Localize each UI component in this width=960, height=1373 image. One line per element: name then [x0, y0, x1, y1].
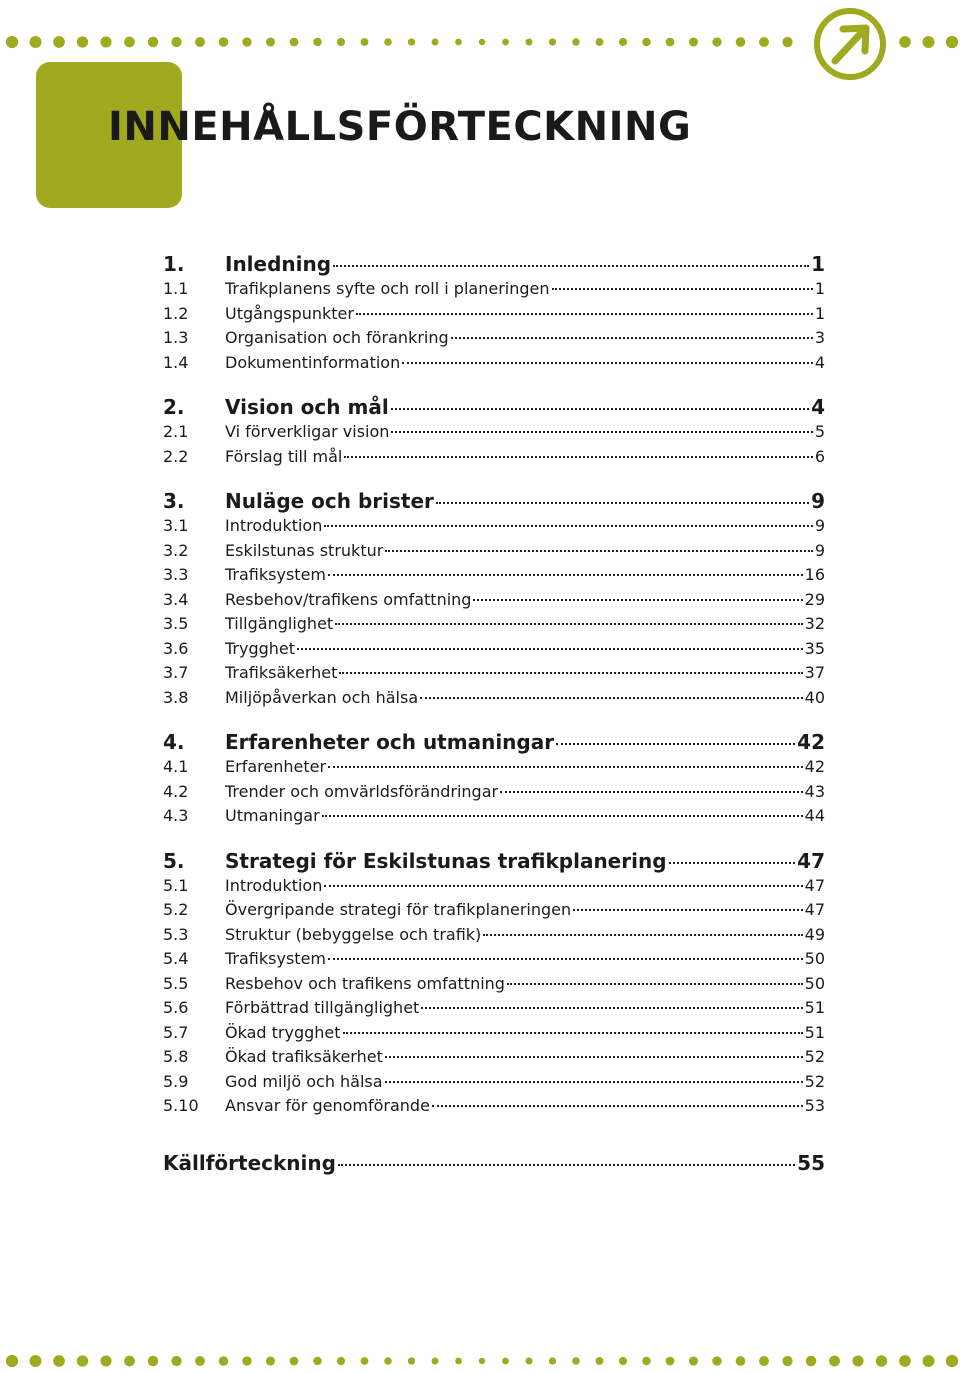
toc-entry-page: 3	[814, 328, 825, 347]
dot-leader	[328, 574, 803, 576]
toc-entry-number: 1.4	[163, 352, 189, 372]
border-dot	[572, 38, 580, 46]
toc-section-heading[interactable]	[163, 730, 825, 757]
toc-section	[163, 730, 825, 831]
toc-subsection-entry[interactable]	[163, 639, 825, 664]
border-dot	[899, 36, 911, 48]
border-dot	[689, 1356, 698, 1365]
border-dot	[408, 38, 415, 45]
toc-entry-number: 3.2	[163, 540, 189, 560]
toc-entry-page: 52	[804, 1071, 825, 1091]
toc-entry-number: 5.3	[163, 924, 189, 944]
toc-subsection-entry[interactable]	[163, 541, 825, 566]
toc-entry-page: 35	[804, 638, 825, 658]
toc-entry-page: 42	[797, 730, 825, 754]
toc-entry-number: 5.4	[163, 949, 189, 968]
border-dot	[77, 36, 88, 47]
toc-entry-page: 51	[804, 998, 825, 1017]
toc-subsection-entry[interactable]	[163, 447, 825, 472]
toc-subsection-entry[interactable]	[163, 1072, 825, 1097]
border-dot	[242, 37, 251, 46]
toc-entry-label: Introduktion	[225, 516, 323, 535]
border-dot	[171, 1356, 181, 1366]
toc-subsection-entry[interactable]	[163, 688, 825, 713]
dot-leader	[335, 623, 802, 625]
border-dot	[361, 38, 369, 46]
toc-entry-number: 5.10	[163, 1096, 199, 1115]
toc-entry-page: 16	[804, 565, 825, 584]
arrow-up-right-circle-icon	[812, 6, 888, 82]
toc-entry-number: 1.	[163, 252, 185, 276]
toc-section-heading[interactable]	[163, 489, 825, 516]
dot-leader	[328, 958, 803, 960]
border-dot	[736, 1356, 746, 1366]
toc-entry-page: 6	[814, 446, 825, 466]
border-dot	[782, 37, 792, 47]
toc-subsection-entry[interactable]	[163, 516, 825, 541]
dot-leader	[338, 1164, 795, 1166]
border-dot	[266, 37, 275, 46]
toc-section	[163, 395, 825, 471]
border-dot	[195, 1356, 205, 1366]
toc-section-heading[interactable]	[163, 395, 825, 422]
toc-entry-number: 5.8	[163, 1047, 189, 1066]
border-dot	[619, 1357, 627, 1365]
toc-subsection-entry[interactable]	[163, 1023, 825, 1048]
border-dot	[408, 1357, 415, 1364]
border-dot	[759, 37, 769, 47]
toc-entry-number: 2.1	[163, 422, 189, 441]
toc-entry-page: 9	[814, 516, 825, 535]
border-dot	[53, 36, 65, 48]
toc-subsection-entry[interactable]	[163, 806, 825, 831]
toc-entry-number: 5.	[163, 848, 185, 873]
border-dot	[689, 37, 698, 46]
toc-entry-label: Eskilstunas struktur	[225, 540, 384, 560]
toc-subsection-entry[interactable]	[163, 782, 825, 807]
border-dot	[77, 1355, 88, 1366]
toc-subsection-entry[interactable]	[163, 757, 825, 782]
toc-entry-label: Introduktion	[225, 875, 323, 895]
toc-entry-number: 3.1	[163, 516, 189, 535]
dot-leader	[322, 815, 803, 817]
toc-entry-number: 2.	[163, 395, 185, 419]
dot-leader	[451, 337, 813, 339]
toc-subsection-entry[interactable]	[163, 876, 825, 901]
toc-entry-label: Ökad trafiksäkerhet	[225, 1047, 383, 1066]
toc-subsection-entry[interactable]	[163, 590, 825, 615]
dot-leader	[328, 766, 803, 768]
toc-subsection-entry[interactable]	[163, 663, 825, 688]
toc-subsection-entry[interactable]	[163, 974, 825, 999]
toc-entry-page: 44	[804, 806, 825, 825]
border-dot	[432, 39, 439, 46]
dot-leader	[402, 362, 813, 364]
toc-entry-page: 55	[797, 1150, 825, 1175]
border-dot	[148, 37, 158, 47]
toc-subsection-entry[interactable]	[163, 328, 825, 353]
dot-leader	[324, 525, 812, 527]
toc-entry-number: 1.2	[163, 303, 189, 323]
border-dot	[53, 1355, 65, 1367]
dot-leader	[385, 1056, 803, 1058]
toc-entry-page: 1	[814, 303, 825, 323]
toc-subsection-entry[interactable]	[163, 1096, 825, 1121]
toc-entry-page: 43	[804, 781, 825, 801]
toc-entry-number: 3.5	[163, 614, 189, 633]
toc-entry-label: Miljöpåverkan och hälsa	[225, 687, 419, 707]
dot-leader	[473, 599, 802, 601]
toc-section-heading[interactable]	[163, 252, 825, 279]
border-dot	[361, 1357, 369, 1365]
border-dot	[852, 1355, 863, 1366]
toc-entry-page: 52	[804, 1047, 825, 1066]
toc-entry-number: 3.6	[163, 638, 189, 658]
toc-entry-label: Tillgänglighet	[225, 614, 334, 633]
border-dot	[195, 37, 205, 47]
toc-entry-label: Övergripande strategi för trafikplaneringen	[225, 900, 572, 919]
border-dot	[337, 1357, 345, 1365]
border-dot	[100, 1355, 111, 1366]
toc-entry-label: Dokumentinformation	[225, 352, 401, 372]
toc-entry-page: 51	[804, 1022, 825, 1042]
toc-entry-page: 4	[811, 395, 825, 419]
toc-section	[163, 489, 825, 712]
border-dot	[923, 1355, 935, 1367]
border-dot	[124, 37, 135, 48]
border-dot	[876, 1355, 887, 1366]
toc-final-section	[163, 1151, 825, 1179]
border-dot	[549, 38, 556, 45]
dot-leader	[573, 909, 802, 911]
toc-entry-label: Strategi för Eskilstunas trafikplanering	[225, 848, 667, 873]
toc-entry-number: 3.	[163, 489, 185, 513]
border-dot	[642, 38, 650, 46]
dot-leader	[343, 1032, 803, 1034]
dot-leader	[432, 1105, 803, 1107]
dot-leader	[421, 1007, 802, 1009]
toc-section	[163, 849, 825, 1121]
toc-entry-number: 3.8	[163, 687, 189, 707]
dot-leader	[483, 934, 802, 936]
border-dot	[171, 37, 181, 47]
border-dot	[923, 36, 935, 48]
toc-entry-label: Källförteckning	[163, 1150, 336, 1175]
toc-entry-number: 2.2	[163, 446, 189, 466]
toc-entry-label: Trafiksystem	[225, 565, 326, 584]
toc-subsection-entry[interactable]	[163, 925, 825, 950]
toc-entry-number: 3.7	[163, 663, 189, 682]
border-dot	[736, 37, 746, 47]
border-dot	[899, 1355, 911, 1367]
toc-entry-page: 1	[814, 279, 825, 298]
dot-leader	[391, 431, 812, 433]
toc-entry-label: Erfarenheter	[225, 757, 327, 776]
toc-entry-label: Resbehov och trafikens omfattning	[225, 973, 505, 993]
border-dot	[384, 38, 392, 46]
toc-entry-label: Struktur (bebyggelse och trafik)	[225, 924, 482, 944]
toc-entry-page: 53	[804, 1096, 825, 1115]
border-dot	[619, 38, 627, 46]
toc-entry-number: 5.5	[163, 973, 189, 993]
dot-leader	[385, 550, 813, 552]
toc-section-heading[interactable]	[163, 849, 825, 876]
border-dot	[266, 1356, 275, 1365]
toc-entry-label: Vision och mål	[225, 395, 389, 419]
toc-entry-number: 5.1	[163, 875, 189, 895]
border-dot	[290, 38, 299, 47]
toc-entry-label: Vi förverkligar vision	[225, 422, 390, 441]
toc-entry-number: 5.9	[163, 1071, 189, 1091]
toc-entry-page: 5	[814, 422, 825, 441]
border-dot	[596, 38, 604, 46]
border-dot	[525, 1357, 532, 1364]
toc-entry-page: 42	[804, 757, 825, 776]
border-dot	[432, 1358, 439, 1365]
toc-entry-label: Förslag till mål	[225, 446, 343, 466]
toc-entry-label: Inledning	[225, 252, 332, 276]
dot-leader	[385, 1081, 803, 1083]
border-dot	[572, 1357, 580, 1365]
border-dot	[712, 37, 721, 46]
toc-entry-page: 50	[804, 973, 825, 993]
toc-entry-label: Erfarenheter och utmaningar	[225, 730, 555, 754]
border-dot	[946, 1355, 958, 1367]
toc-entry-label: Utmaningar	[225, 806, 320, 825]
border-dot	[6, 1355, 18, 1367]
dot-leader	[344, 456, 812, 458]
toc-entry-label: Nuläge och brister	[225, 489, 434, 513]
toc-entry-number: 4.1	[163, 757, 189, 776]
dot-leader	[324, 885, 802, 887]
border-dot	[219, 1356, 229, 1366]
table-of-contents	[163, 252, 825, 1179]
toc-subsection-entry[interactable]	[163, 614, 825, 639]
toc-entry-label: Utgångspunkter	[225, 303, 354, 323]
page-title: INNEHÅLLSFÖRTECKNING	[108, 104, 692, 150]
toc-subsection-entry[interactable]	[163, 304, 825, 329]
border-dot	[806, 1356, 817, 1367]
border-dot	[100, 36, 111, 47]
toc-entry-page: 4	[814, 352, 825, 372]
dot-leader	[333, 265, 809, 267]
dot-leader	[436, 502, 809, 504]
toc-entry-label: Ansvar för genomförande	[225, 1096, 430, 1115]
border-dot	[759, 1356, 769, 1366]
toc-entry-page: 9	[814, 540, 825, 560]
toc-entry-page: 1	[811, 252, 825, 276]
toc-entry-label: Trafikplanens syfte och roll i planeringen	[225, 279, 550, 298]
border-dot	[30, 36, 42, 48]
toc-entry-label: God miljö och hälsa	[225, 1071, 383, 1091]
toc-entry-number: 3.3	[163, 565, 189, 584]
border-dot	[782, 1356, 792, 1366]
toc-entry-page: 47	[797, 848, 825, 873]
border-dot	[219, 37, 229, 47]
border-dot	[829, 1356, 840, 1367]
toc-entry-number: 1.3	[163, 328, 189, 347]
border-dot	[242, 1356, 251, 1365]
border-dot	[313, 1357, 321, 1365]
toc-entry-page: 47	[804, 900, 825, 919]
toc-entry-label: Trygghet	[225, 638, 296, 658]
toc-entry-number: 5.6	[163, 998, 189, 1017]
toc-entry-label: Organisation och förankring	[225, 328, 449, 347]
toc-entry-page: 50	[804, 949, 825, 968]
border-dot	[549, 1357, 556, 1364]
toc-subsection-entry[interactable]	[163, 998, 825, 1023]
border-dot	[337, 38, 345, 46]
border-dot	[666, 38, 675, 47]
toc-entry-number: 5.7	[163, 1022, 189, 1042]
toc-subsection-entry[interactable]	[163, 279, 825, 304]
toc-entry-label: Trafiksäkerhet	[225, 663, 338, 682]
toc-subsection-entry[interactable]	[163, 565, 825, 590]
dot-leader	[552, 288, 813, 290]
border-dot	[502, 1358, 509, 1365]
dot-leader	[507, 983, 803, 985]
border-dot	[502, 39, 509, 46]
toc-entry-label: Resbehov/trafikens omfattning	[225, 589, 472, 609]
dot-leader	[356, 313, 813, 315]
dot-leader	[339, 672, 802, 674]
bottom-dot-border	[0, 1349, 960, 1373]
toc-entry-label: Ökad trygghet	[225, 1022, 341, 1042]
border-dot	[148, 1356, 158, 1366]
dot-leader	[556, 743, 795, 745]
border-dot	[946, 36, 958, 48]
toc-subsection-entry[interactable]	[163, 422, 825, 447]
toc-entry-page: 40	[804, 687, 825, 707]
toc-entry-label: Trender och omvärldsförändringar	[225, 781, 499, 801]
toc-subsection-entry[interactable]	[163, 900, 825, 925]
border-dot	[384, 1357, 392, 1365]
border-dot	[290, 1357, 299, 1366]
border-dot	[666, 1357, 675, 1366]
toc-entry-number: 1.1	[163, 279, 189, 298]
border-dot	[455, 1358, 462, 1365]
toc-entry-number: 4.	[163, 730, 185, 754]
border-dot	[596, 1357, 604, 1365]
border-dot	[30, 1355, 42, 1367]
toc-entry-label: Förbättrad tillgänglighet	[225, 998, 420, 1017]
toc-subsection-entry[interactable]	[163, 353, 825, 378]
border-dot	[455, 39, 462, 46]
border-dot	[6, 36, 18, 48]
border-dot	[642, 1357, 650, 1365]
toc-entry-label: Trafiksystem	[225, 949, 326, 968]
border-dot	[124, 1356, 135, 1367]
toc-subsection-entry[interactable]	[163, 1047, 825, 1072]
toc-entry-page: 29	[804, 589, 825, 609]
toc-entry-page: 32	[804, 614, 825, 633]
toc-entry-references[interactable]	[163, 1151, 825, 1179]
toc-entry-number: 3.4	[163, 589, 189, 609]
border-dot	[712, 1356, 721, 1365]
dot-leader	[297, 648, 803, 650]
toc-entry-number: 4.2	[163, 781, 189, 801]
border-dot	[479, 39, 485, 45]
toc-entry-page: 49	[804, 924, 825, 944]
border-dot	[313, 38, 321, 46]
dot-leader	[669, 862, 796, 864]
toc-entry-number: 5.2	[163, 900, 189, 919]
toc-entry-number: 4.3	[163, 806, 189, 825]
dot-leader	[500, 791, 803, 793]
toc-section	[163, 252, 825, 377]
toc-entry-page: 37	[804, 663, 825, 682]
toc-entry-page: 47	[804, 875, 825, 895]
dot-leader	[391, 408, 809, 410]
dot-leader	[420, 697, 803, 699]
toc-subsection-entry[interactable]	[163, 949, 825, 974]
toc-entry-page: 9	[811, 489, 825, 513]
border-dot	[525, 38, 532, 45]
border-dot	[479, 1358, 485, 1364]
